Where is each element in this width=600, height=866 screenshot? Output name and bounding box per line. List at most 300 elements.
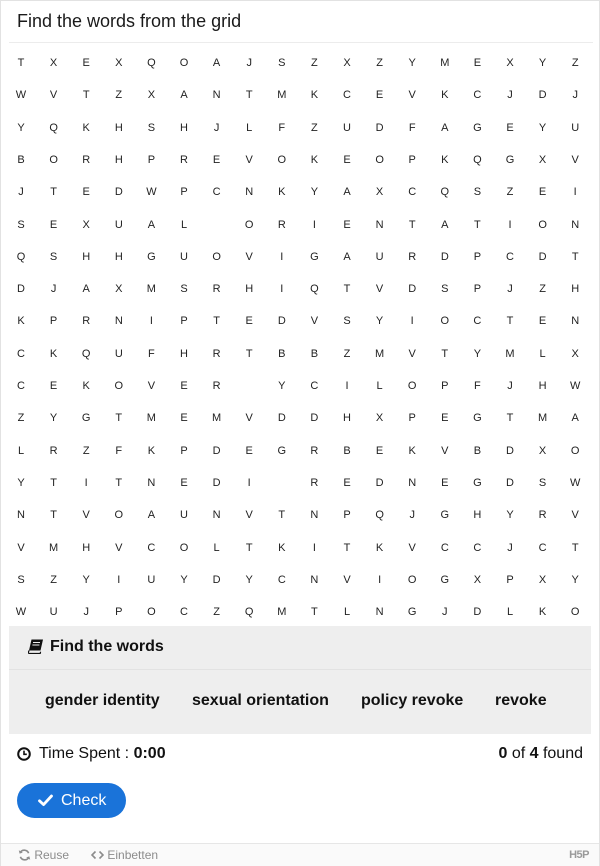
grid-cell[interactable]: J (83, 606, 89, 619)
grid-cell[interactable]: Q (16, 250, 26, 263)
grid-cell[interactable]: K (278, 541, 286, 554)
grid-cell[interactable]: X (571, 347, 579, 360)
grid-cell[interactable]: F (278, 121, 286, 134)
grid-cell[interactable]: P (408, 412, 416, 425)
grid-cell[interactable]: O (244, 218, 254, 231)
grid-cell[interactable]: R (180, 153, 188, 166)
grid-cell[interactable]: G (310, 250, 319, 263)
grid-cell[interactable]: K (538, 606, 547, 619)
grid-cell[interactable]: X (538, 573, 547, 586)
grid-cell[interactable]: O (277, 153, 287, 166)
embed-link[interactable]: Einbetten (91, 848, 158, 862)
grid-cell[interactable]: C (473, 541, 482, 554)
grid-cell[interactable]: Z (115, 89, 123, 102)
grid-cell[interactable]: C (147, 541, 156, 554)
grid-cell[interactable]: C (473, 89, 482, 102)
grid-cell[interactable]: A (82, 283, 90, 296)
grid-cell[interactable]: D (440, 250, 449, 263)
grid-cell[interactable]: O (440, 315, 450, 328)
grid-cell[interactable]: N (571, 315, 580, 328)
grid-cell[interactable]: T (278, 509, 286, 522)
grid-cell[interactable]: F (408, 121, 416, 134)
grid-cell[interactable]: D (114, 186, 123, 199)
grid-cell[interactable]: K (82, 380, 90, 392)
grid-cell[interactable]: X (343, 57, 351, 69)
grid-cell[interactable]: V (245, 250, 253, 263)
grid-cell[interactable]: S (17, 573, 25, 586)
grid-cell[interactable]: D (473, 606, 482, 619)
grid-cell[interactable]: V (17, 541, 25, 554)
grid-cell[interactable]: I (410, 315, 414, 328)
grid-cell[interactable]: N (212, 89, 221, 102)
grid-cell[interactable]: L (343, 606, 351, 619)
grid-cell[interactable]: G (473, 412, 482, 425)
grid-cell[interactable]: E (375, 89, 384, 102)
grid-cell[interactable]: V (441, 444, 449, 457)
grid-cell[interactable]: L (376, 380, 383, 392)
grid-cell[interactable]: M (277, 89, 287, 102)
grid-cell[interactable]: N (310, 573, 319, 586)
word-grid[interactable] (3, 46, 589, 628)
grid-cell[interactable]: T (506, 315, 514, 328)
grid-cell[interactable]: C (277, 573, 286, 586)
grid-cell[interactable]: H (245, 283, 254, 296)
grid-cell[interactable]: N (571, 218, 580, 231)
grid-cell[interactable]: G (277, 444, 287, 457)
grid-cell[interactable]: D (277, 315, 286, 328)
grid-cell[interactable] (233, 370, 265, 402)
grid-cell[interactable]: G (407, 606, 417, 619)
grid-cell[interactable]: E (343, 153, 351, 166)
grid-cell[interactable]: M (146, 412, 156, 425)
grid-cell[interactable]: R (212, 283, 221, 296)
grid-cell[interactable]: T (245, 541, 253, 554)
grid-cell[interactable]: M (505, 347, 515, 360)
grid-cell[interactable]: J (507, 541, 513, 554)
grid-cell[interactable]: V (49, 89, 58, 102)
grid-cell[interactable]: A (147, 509, 156, 522)
grid-cell[interactable]: T (245, 347, 253, 360)
grid-cell[interactable]: U (375, 250, 384, 263)
grid-cell[interactable]: X (506, 57, 514, 69)
grid-cell[interactable]: P (473, 250, 482, 263)
grid-cell[interactable]: Y (180, 573, 188, 586)
grid-cell[interactable]: M (212, 412, 222, 425)
grid-cell[interactable]: V (245, 412, 253, 425)
grid-cell[interactable]: J (572, 89, 578, 102)
grid-cell[interactable]: P (180, 315, 188, 328)
grid-cell[interactable]: K (147, 444, 156, 457)
grid-cell[interactable]: D (538, 250, 547, 263)
grid-cell[interactable]: U (571, 121, 580, 134)
grid-cell[interactable]: K (375, 541, 384, 554)
grid-cell[interactable]: V (571, 153, 579, 166)
grid-cell[interactable]: T (213, 315, 220, 328)
grid-cell[interactable]: L (506, 606, 514, 619)
grid-cell[interactable]: K (49, 347, 58, 360)
grid-cell[interactable]: O (570, 444, 580, 457)
grid-cell[interactable]: K (310, 153, 319, 166)
grid-cell[interactable]: M (277, 606, 287, 619)
grid-cell[interactable]: Z (539, 283, 546, 296)
grid-cell[interactable]: B (343, 444, 351, 457)
grid-cell[interactable]: T (408, 218, 416, 231)
grid-cell[interactable]: E (473, 57, 482, 69)
grid-cell[interactable]: C (473, 315, 482, 328)
grid-cell[interactable]: R (82, 153, 91, 166)
grid-cell[interactable]: T (311, 606, 318, 619)
grid-cell[interactable]: S (17, 218, 25, 231)
grid-cell[interactable]: H (82, 541, 91, 554)
grid-cell[interactable]: V (310, 315, 319, 328)
grid-cell[interactable]: V (245, 153, 253, 166)
grid-cell[interactable]: V (147, 380, 156, 392)
grid-cell[interactable]: C (212, 186, 221, 199)
grid-cell[interactable]: V (408, 541, 416, 554)
grid-cell[interactable]: C (440, 541, 449, 554)
grid-cell[interactable]: Z (571, 57, 579, 69)
grid-cell[interactable]: Z (17, 412, 25, 425)
grid-cell[interactable]: A (147, 218, 156, 231)
grid-cell[interactable]: H (180, 347, 188, 360)
grid-cell[interactable]: E (538, 315, 547, 328)
grid-cell[interactable]: A (343, 250, 351, 263)
grid-cell[interactable]: A (343, 186, 351, 199)
grid-cell[interactable]: E (49, 380, 58, 392)
grid-cell[interactable]: Y (278, 380, 286, 392)
grid-cell[interactable]: E (375, 444, 384, 457)
grid-cell[interactable]: J (442, 606, 448, 619)
grid-cell[interactable]: L (17, 444, 25, 457)
grid-cell[interactable]: P (180, 444, 188, 457)
grid-cell[interactable]: O (147, 606, 156, 619)
grid-cell[interactable]: D (375, 476, 384, 489)
grid-cell[interactable]: S (538, 476, 547, 489)
grid-cell[interactable]: Y (538, 57, 547, 69)
grid-cell[interactable]: Q (440, 186, 450, 199)
grid-cell[interactable]: J (507, 283, 513, 296)
grid-cell[interactable]: P (147, 153, 156, 166)
grid-cell[interactable]: W (569, 380, 581, 392)
grid-cell[interactable]: E (49, 218, 58, 231)
grid-cell[interactable]: K (441, 89, 449, 102)
grid-cell[interactable]: G (473, 476, 482, 489)
grid-cell[interactable]: T (441, 347, 449, 360)
grid-cell[interactable]: M (440, 57, 450, 69)
grid-cell[interactable]: C (343, 89, 351, 102)
grid-cell[interactable]: K (17, 315, 25, 328)
grid-cell[interactable]: T (115, 476, 123, 489)
grid-cell[interactable]: J (213, 121, 220, 134)
grid-cell[interactable]: Z (82, 444, 90, 457)
grid-cell[interactable]: P (49, 315, 58, 328)
grid-cell[interactable]: D (375, 121, 384, 134)
grid-cell[interactable]: E (82, 186, 90, 199)
grid-cell[interactable]: N (408, 476, 417, 489)
grid-cell[interactable]: U (114, 347, 123, 360)
grid-cell[interactable]: P (506, 573, 514, 586)
grid-cell[interactable]: O (375, 153, 384, 166)
grid-cell[interactable]: G (440, 573, 450, 586)
grid-cell[interactable]: R (82, 315, 91, 328)
grid-cell[interactable]: X (538, 153, 547, 166)
grid-cell[interactable]: C (408, 186, 417, 199)
grid-cell[interactable]: I (280, 250, 284, 263)
grid-cell[interactable]: Z (213, 606, 220, 619)
grid-cell[interactable]: S (49, 250, 58, 263)
grid-cell[interactable]: S (343, 315, 351, 328)
grid-cell[interactable]: L (246, 121, 253, 134)
grid-cell[interactable]: H (343, 412, 351, 425)
grid-cell[interactable]: V (115, 541, 123, 554)
reuse-link[interactable]: Reuse (18, 848, 69, 862)
grid-cell[interactable]: U (114, 218, 123, 231)
grid-cell[interactable]: N (147, 476, 156, 489)
grid-cell[interactable]: B (473, 444, 482, 457)
grid-cell[interactable]: D (506, 476, 514, 489)
grid-cell[interactable] (201, 209, 233, 241)
grid-cell[interactable]: B (17, 153, 25, 166)
grid-cell[interactable]: K (82, 121, 90, 134)
grid-cell[interactable]: Y (375, 315, 384, 328)
grid-cell[interactable]: G (440, 509, 450, 522)
grid-cell[interactable]: G (505, 153, 515, 166)
grid-cell[interactable]: R (310, 476, 319, 489)
grid-cell[interactable]: V (245, 509, 253, 522)
grid-cell[interactable]: X (82, 218, 90, 231)
grid-cell[interactable]: V (375, 283, 384, 296)
grid-cell[interactable]: Y (310, 186, 319, 199)
grid-cell[interactable]: W (15, 606, 27, 619)
grid-cell[interactable]: Q (244, 606, 254, 619)
grid-cell[interactable]: B (278, 347, 286, 360)
grid-cell[interactable]: Y (49, 412, 58, 425)
grid-cell[interactable]: R (49, 444, 58, 457)
grid-cell[interactable]: C (17, 380, 25, 392)
grid-cell[interactable]: T (50, 476, 57, 489)
grid-cell[interactable]: O (114, 380, 124, 392)
grid-cell[interactable]: E (506, 121, 514, 134)
grid-cell[interactable]: V (408, 89, 416, 102)
grid-cell[interactable]: Y (17, 476, 25, 489)
grid-cell[interactable]: U (343, 121, 351, 134)
grid-cell[interactable]: K (278, 186, 286, 199)
grid-cell[interactable]: E (245, 315, 253, 328)
grid-cell[interactable]: X (375, 412, 384, 425)
grid-cell[interactable]: E (180, 380, 188, 392)
grid-cell[interactable]: C (310, 380, 319, 392)
grid-cell[interactable]: U (147, 573, 156, 586)
grid-cell[interactable]: B (310, 347, 319, 360)
grid-cell[interactable]: T (343, 541, 351, 554)
grid-cell[interactable]: D (310, 412, 319, 425)
grid-cell[interactable]: M (146, 283, 156, 296)
grid-cell[interactable]: I (508, 218, 512, 231)
grid-cell[interactable]: E (538, 186, 547, 199)
grid-cell[interactable]: U (180, 509, 188, 522)
grid-cell[interactable]: H (114, 250, 123, 263)
grid-cell[interactable]: O (407, 573, 417, 586)
grid-cell[interactable]: O (179, 541, 189, 554)
grid-cell[interactable]: O (538, 218, 547, 231)
grid-cell[interactable]: A (441, 218, 449, 231)
grid-cell[interactable]: R (408, 250, 417, 263)
grid-cell[interactable]: H (82, 250, 91, 263)
grid-cell[interactable]: I (84, 476, 88, 489)
grid-cell[interactable]: T (343, 283, 351, 296)
grid-cell[interactable]: P (343, 509, 351, 522)
grid-cell[interactable]: H (538, 380, 547, 392)
grid-cell[interactable]: R (212, 380, 221, 392)
grid-cell[interactable]: U (180, 250, 188, 263)
grid-cell[interactable]: S (278, 57, 286, 69)
grid-cell[interactable]: N (17, 509, 25, 522)
grid-cell[interactable]: K (310, 89, 319, 102)
grid-cell[interactable]: M (49, 541, 59, 554)
grid-cell[interactable]: V (343, 573, 351, 586)
grid-cell[interactable]: D (538, 89, 547, 102)
grid-cell[interactable]: G (473, 121, 482, 134)
grid-cell[interactable]: Y (538, 121, 547, 134)
grid-cell[interactable]: P (115, 606, 123, 619)
grid-cell[interactable]: I (117, 573, 121, 586)
grid-cell[interactable]: K (408, 444, 416, 457)
grid-cell[interactable]: I (280, 283, 284, 296)
grid-cell[interactable]: Y (82, 573, 90, 586)
grid-cell[interactable]: G (81, 412, 91, 425)
grid-cell[interactable]: L (180, 218, 188, 231)
grid-cell[interactable]: D (408, 283, 417, 296)
grid-cell[interactable]: J (18, 186, 24, 199)
grid-cell[interactable]: D (506, 444, 514, 457)
grid-cell[interactable]: H (571, 283, 580, 296)
grid-cell[interactable]: J (409, 509, 415, 522)
grid-cell[interactable]: V (82, 509, 90, 522)
grid-cell[interactable]: M (375, 347, 385, 360)
grid-cell[interactable]: R (277, 218, 286, 231)
grid-cell[interactable]: D (17, 283, 25, 296)
grid-cell[interactable]: H (114, 153, 123, 166)
grid-cell[interactable]: F (148, 347, 155, 360)
grid-cell[interactable]: O (570, 606, 580, 619)
grid-cell[interactable]: R (212, 347, 221, 360)
grid-cell[interactable]: I (378, 573, 382, 586)
grid-cell[interactable]: H (180, 121, 188, 134)
grid-cell[interactable]: J (50, 283, 57, 296)
grid-cell[interactable]: N (245, 186, 254, 199)
grid-cell[interactable]: C (17, 347, 25, 360)
grid-cell[interactable]: Q (473, 153, 482, 166)
grid-cell[interactable]: K (441, 153, 449, 166)
grid-cell[interactable]: D (212, 444, 221, 457)
grid-cell[interactable]: A (212, 57, 221, 69)
grid-cell[interactable]: X (49, 57, 58, 69)
grid-cell[interactable]: W (15, 89, 27, 102)
grid-cell[interactable]: T (17, 57, 25, 69)
grid-cell[interactable]: P (441, 380, 449, 392)
grid-cell[interactable]: P (473, 283, 482, 296)
grid-cell[interactable]: X (538, 444, 547, 457)
grid-cell[interactable]: T (115, 412, 123, 425)
grid-cell[interactable]: L (213, 541, 220, 554)
grid-cell[interactable]: D (212, 476, 221, 489)
grid-cell[interactable]: M (538, 412, 548, 425)
grid-cell[interactable]: A (180, 89, 188, 102)
check-button[interactable] (17, 783, 126, 818)
grid-cell[interactable]: N (114, 315, 123, 328)
grid-cell[interactable]: V (571, 509, 579, 522)
grid-cell[interactable]: E (212, 153, 221, 166)
grid-cell[interactable]: L (539, 347, 546, 360)
grid-cell[interactable]: S (147, 121, 156, 134)
grid-cell[interactable]: Y (571, 573, 579, 586)
grid-cell[interactable]: Y (473, 347, 482, 360)
grid-cell[interactable]: I (312, 541, 316, 554)
grid-cell[interactable]: W (569, 476, 581, 489)
grid-cell[interactable]: J (507, 89, 513, 102)
grid-cell[interactable]: I (247, 476, 251, 489)
grid-cell[interactable]: Z (50, 573, 57, 586)
grid-cell[interactable]: O (179, 57, 189, 69)
grid-cell[interactable]: E (245, 444, 253, 457)
grid-cell[interactable]: X (473, 573, 482, 586)
grid-cell[interactable]: F (474, 380, 481, 392)
grid-cell[interactable]: E (180, 412, 188, 425)
grid-cell[interactable]: F (115, 444, 123, 457)
grid-cell[interactable]: E (441, 476, 449, 489)
grid-cell[interactable]: A (571, 412, 579, 425)
grid-cell[interactable]: Q (147, 57, 156, 69)
grid-cell[interactable]: I (149, 315, 153, 328)
grid-cell[interactable]: Y (17, 121, 25, 134)
grid-cell[interactable]: G (147, 250, 156, 263)
grid-cell[interactable]: E (441, 412, 449, 425)
grid-cell[interactable]: T (245, 89, 253, 102)
grid-cell[interactable]: O (49, 153, 58, 166)
grid-cell[interactable]: W (146, 186, 157, 199)
grid-cell[interactable]: T (50, 509, 57, 522)
grid-cell[interactable]: Z (311, 57, 318, 69)
grid-cell[interactable]: Z (506, 186, 514, 199)
grid-cell[interactable]: E (343, 218, 351, 231)
grid-cell[interactable]: P (180, 186, 188, 199)
grid-cell[interactable]: N (212, 509, 221, 522)
grid-cell[interactable]: C (506, 250, 514, 263)
grid-cell[interactable] (266, 467, 298, 499)
grid-cell[interactable]: S (473, 186, 482, 199)
grid-cell[interactable]: T (474, 218, 481, 231)
grid-cell[interactable]: V (408, 347, 416, 360)
grid-cell[interactable]: Z (343, 347, 351, 360)
grid-cell[interactable]: E (343, 476, 351, 489)
grid-cell[interactable]: X (147, 89, 156, 102)
grid-cell[interactable]: X (375, 186, 384, 199)
grid-cell[interactable]: P (408, 153, 416, 166)
grid-cell[interactable]: O (114, 509, 124, 522)
grid-cell[interactable]: O (407, 380, 417, 392)
grid-cell[interactable]: E (82, 57, 90, 69)
grid-cell[interactable]: D (212, 573, 221, 586)
grid-cell[interactable]: Q (81, 347, 91, 360)
grid-cell[interactable]: C (538, 541, 547, 554)
grid-cell[interactable]: Q (49, 121, 58, 134)
grid-cell[interactable]: R (538, 509, 547, 522)
grid-cell[interactable]: D (277, 412, 286, 425)
grid-cell[interactable]: Y (506, 509, 514, 522)
grid-cell[interactable]: Z (311, 121, 318, 134)
grid-cell[interactable]: H (473, 509, 482, 522)
grid-cell[interactable]: Q (310, 283, 319, 296)
